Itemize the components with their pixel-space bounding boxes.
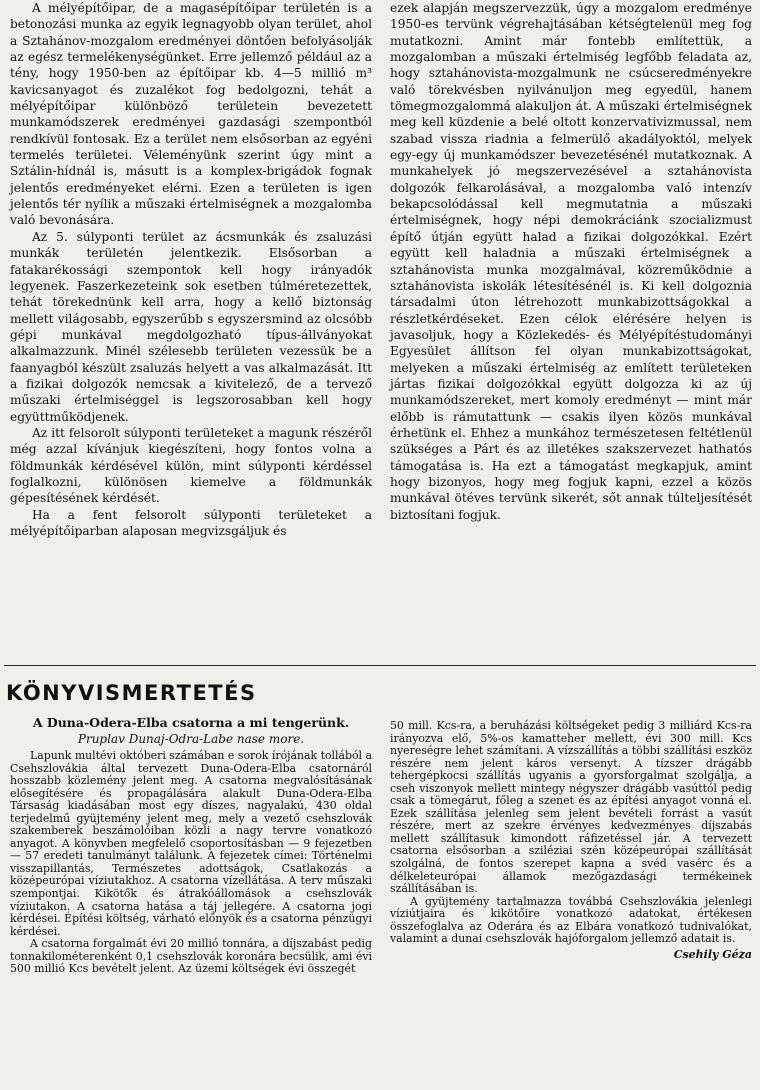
article-column-right [390,0,752,660]
review-column-left [10,715,372,1090]
article-body [10,0,752,660]
book-subtitle: Pruplav Dunaj-Odra-Labe nase more. [77,732,305,746]
article-paragraph: Ha a fent felsorolt súlyponti területeket a mélyépítőiparban alaposan megvizsgáljuk és [10,507,372,538]
book-review [10,715,752,1090]
section-divider [4,665,756,666]
article-paragraph: Az 5. súlyponti terület az ácsmunkák és zsaluzási munkák területén jelentkezik. Elsősorban a fatakarékossági szempontok kell hogy irányadók legyenek. Faszerkezeteink sok esetben túlméretezettek, tehát törekednünk kell arra, hogy a kellő biztonság mellett világosabb, egyszerűbb s egyszersmind az olcsóbb gépi munkával megdolgozható típus-állványokat alkalmazzunk. Minél szélesebb területen vezessük be a faanyagból készült zsaluzás helyett a vas alkalmazását. Itt a fizikai dolgozók nemcsak a kivitelező, de a tervező műszaki értelmiséggel is legszorosabban kell hogy együttműködjenek. [10,229,372,424]
article-column-left [10,0,372,660]
review-paragraph: 50 mill. Kcs-ra, a beruházási költségeket pedig 3 milliárd Kcs-ra irányozva elő, 5%-os kamatteher mellett, évi 300 mill. Kcs nyereségre lehet számítani. A vízszállítás a többi szállítási eszköz részére nem jelent káros versenyt. A tízszer drágább tehergépkocsi szállítás ugyanis a gyorsforgalmat szolgálja, a cseh viszonyok mellett mintegy négyszer drágább vasúttól pedig csak a tömegárut, főleg a szenet és az építési anyagot vonná el. Ezek szállítása jelenleg sem jelent bevételi forrást a vasút részére, mert az szekre érvényes kedvezményes díjszabás mellett szállítasuk kimondott ráfizetéssel jár. A tervezett csatorna elsősorban a sziléziai szén középeurópai szállítását szolgálná, de fontos szerepet kapna a svéd vasérc és a délkeleteurópai államok mezőgazdasági termékeinek szállításában is. [390,719,752,896]
section-title: KÖNYVISMERTETÉS [6,681,257,705]
article-paragraph: ezek alapján megszervezzük, úgy a mozgalom eredménye 1950-es tervünk végrehajtásában kétségtelenül meg fog mutatkozni. Amint már fontebb említettük, a mozgalomban a műszaki értelmiség legfőbb feladata az, hogy sztahánovista-mozgalmunk ne csúcseredményekre való törekvésben nyilvánuljon meg egyedül, hanem tömegmozgalommá alakuljon át. A műszaki értelmiségnek meg kell küzdenie a belé oltott konzervativizmussal, nem szabad vissza riadnia a felmerülő akadályoktól, melyek egy-egy új munkamódszer bevezetésénél mutatkoznak. A munkahelyek jó megszervezésével a sztahánovista dolgozók felkarolásával, a mozgalomba való intenzív bekapcsolódással kell megmutatnia a műszaki értelmiségnek, hogy népi demokráciánk szocializmust építő útján együtt halad a fizikai dolgozókkal. Ezért együtt kell haladnia a műszaki értelmiségnek a sztahánovista munka mozgalmával, közreműködnie a sztahánovista iskolák létesítésénél is. Ki kell dolgoznia társadalmi úton létrehozott munkabizottságokkal a részletkérdéseket. Ezen célok elérésére helyen is javasoljuk, hogy a Közlekedés- és Mélyépítéstudományi Egyesület állítson fel olyan munkabizottságokat, melyeken a műszaki értelmiség az említett területeken jártas fizikai dolgozókkal együtt dolgozza ki az új munkamódszereket, mert komoly eredményt — mint már előbb is rámutattunk — csakis ilyen közös munkával érhetünk el. Ehhez a munkához természetesen feltétlenül szükséges a Párt és az illetékes szakszervezet hathatós támogatása is. Ha ezt a támogatást megkapjuk, amint hogy bizonyos, hogy meg fogjuk kapni, ezzel a közös munkával ötéves tervünk sikerét, sőt annak túlteljesítését biztosítani fogjuk. [390,1,752,522]
book-title: A Duna-Odera-Elba csatorna a mi tengerünk. [32,715,350,730]
review-column-right [390,715,752,1090]
review-paragraph: A gyüjtemény tartalmazza továbbá Csehszlovákia jelenlegi víziútjaira és kikötőire vonatkozó adatokat, értékesen összefoglalva az Oderára és az Elbára vonatkozó tudnivalókat, valamint a dunai csehszlovák hajóforgalom jellemző adatait is. [390,894,752,946]
review-paragraph: A csatorna forgalmát évi 20 millió tonnára, a díjszabást pedig tonnakilométerenként 0,1 csehszlovák koronára becsülik, ami évi 500 millió Kcs bevételt jelent. Az üzemi költségek évi összegét [10,937,372,976]
article-paragraph: A mélyépítőipar, de a magasépítőipar területén is a betonozási munka az egyik legnagyobb olyan terület, ahol a Sztahánov-mozgalom eredményei döntően befolyásolják az egész termelékenységünket. Erre jellemző például az a tény, hogy 1950-ben az építőipar kb. 4—5 millió m³ kavicsanyagot és zuzalékot fog bedolgozni, tehát a mélyépítőipar különböző területein bevezetett munkamódszerek eredményei gazdasági szempontból rendkívül fontosak. Ez a terület nem elsősorban az egyéni termelés területei. Véleményünk szerint úgy mint a Sztálin-hídnál is, másutt is a komplex-brigádok fognak jelentős eredményeket elérni. Ezen a területen is igen jelentős tér nyílik a műszaki értelmiségnek a mozgalomba való bevonására. [10,1,372,228]
review-paragraph: Lapunk multévi októberi számában e sorok írójának tollából a Csehszlovákia által tervezett Duna-Odera-Elba csatornáról hosszabb közlemény jelent meg. A csatorna megvalósításának elősegítésére és propagálására alakult Duna-Odera-Elba Társaság kiadásában most egy díszes, nagyalakú, 430 oldal terjedelmű gyüjtemény jelent meg, mely a vezető csehszlovák szakemberek beszámolóiban közli a nagy tervre vonatkozó anyagot. A könyvben megfelelő csoportosításban — 9 fejezetben — 57 eredeti tanulmányt találunk. A fejezetek címei: Történelmi visszapillantás, Természetes adottságok, Csatlakozás a középeurópai víziutakhoz. A csatorna vízellátása. A terv műszaki szempontjai. Kikötők és átrakóállomások a csehszlovák víziutakon. A csatorna hatása a táj jellegére. A csatorna jogi kérdései. Építési költség, várható előnyök és a csatorna pénzügyi kérdései. [10,749,372,938]
article-paragraph: Az itt felsorolt súlyponti területeket a magunk részéről még azzal kívánjuk kiegészíteni, hogy fontos volna a földmunkák kérdésével külön, mint súlyponti kérdéssel foglalkozni, különösen kiemelve a földmunkák gépesítésének kérdését. [10,425,372,506]
review-signature: Csehily Géza [673,947,752,961]
